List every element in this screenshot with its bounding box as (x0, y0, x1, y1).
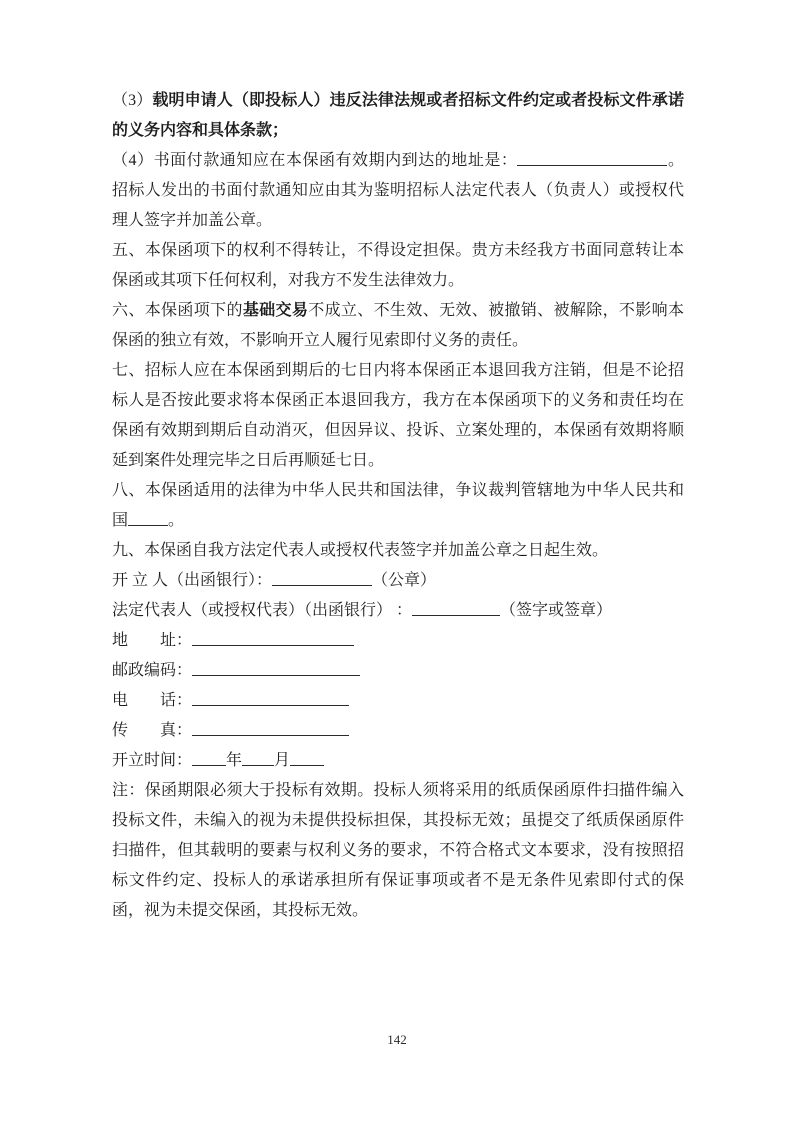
text-run: 地 址： (112, 632, 193, 649)
blank-underline-field (192, 643, 354, 646)
blank-underline-field (412, 613, 500, 616)
note (112, 776, 684, 926)
blank-underline-field (192, 733, 349, 736)
text-run: 开 立 人（出函银行）： (112, 572, 273, 589)
text-run: 月 (274, 752, 291, 769)
text-run: （3） (112, 92, 153, 109)
page-footer (0, 1032, 794, 1048)
blank-underline-field (192, 763, 226, 766)
clause-8 (112, 476, 684, 536)
issue-date-line (112, 746, 684, 776)
legal-rep-line (112, 596, 684, 626)
text-run: 开立时间： (112, 752, 193, 769)
text-run: （签字或签章） (500, 602, 613, 619)
text-run: （4）书面付款通知应在本保函有效期内到达的地址是： (112, 152, 518, 169)
issuer-line (112, 566, 684, 596)
blank-underline-field (272, 583, 372, 586)
page-number: 142 (387, 1032, 407, 1047)
text-run: 六、本保函项下的 (112, 302, 243, 319)
text-run: 不成立、不生效、无效、被撤销、被解除，不影响本保函的独立有效，不影响开立人履行见索即付义务的责任。 (112, 302, 684, 349)
clause-3 (112, 86, 684, 146)
clause-4 (112, 146, 684, 236)
blank-underline-field (192, 673, 360, 676)
blank-underline-field (290, 763, 324, 766)
text-run: 载明申请人（即投标人）违反法律法规或者招标文件约定或者投标文件承诺的义务内容和具体条款； (112, 92, 684, 139)
text-run: 。 (168, 512, 185, 529)
phone-line (112, 686, 684, 716)
clause-6 (112, 296, 684, 356)
text-run: 九、本保函自我方法定代表人或授权代表签字并加盖公章之日起生效。 (112, 542, 609, 559)
postcode-line (112, 656, 684, 686)
text-run: 法定代表人（或授权代表）（出函银行） ： (112, 602, 413, 619)
text-run: 七、招标人应在本保函到期后的七日内将本保函正本退回我方注销，但是不论招标人是否按此要求将本保函正本退回我方，我方在本保函项下的义务和责任均在保函有效期到期后自动消灭，但因异议、投诉、立案处理的，本保函有效期将顺延到案件处理完毕之日后再顺延七日。 (112, 362, 684, 469)
clause-7 (112, 356, 684, 476)
clause-5 (112, 236, 684, 296)
text-run: 年 (226, 752, 243, 769)
text-run: 电 话： (112, 692, 193, 709)
text-run: 五、本保函项下的权利不得转让，不得设定担保。贵方未经我方书面同意转让本保函或其项下任何权利，对我方不发生法律效力。 (112, 242, 684, 289)
text-run: 传 真： (112, 722, 193, 739)
text-run: 邮政编码： (112, 662, 193, 679)
blank-underline-field (128, 523, 168, 526)
blank-underline-field (517, 163, 667, 166)
text-run: 八、本保函适用的法律为中华人民共和国法律，争议裁判管辖地为中华人民共和国 (112, 482, 684, 529)
address-line (112, 626, 684, 656)
text-run: 。招标人发出的书面付款通知应由其为鉴明招标人法定代表人（负责人）或授权代理人签字并加盖公章。 (112, 152, 684, 229)
text-run: （公章） (372, 572, 437, 589)
blank-underline-field (242, 763, 274, 766)
text-run: 基础交易 (242, 302, 309, 319)
document-body (112, 86, 684, 926)
clause-9 (112, 536, 684, 566)
text-run: 注：保函期限必须大于投标有效期。投标人须将采用的纸质保函原件扫描件编入投标文件，未编入的视为未提供投标担保，其投标无效；虽提交了纸质保函原件扫描件，但其载明的要素与权利义务的要求，不符合格式文本要求，没有按照招标文件约定、投标人的承诺承担所有保证事项或者不是无条件见索即付式的保函，视为未提交保函，其投标无效。 (112, 782, 684, 919)
fax-line (112, 716, 684, 746)
blank-underline-field (192, 703, 349, 706)
